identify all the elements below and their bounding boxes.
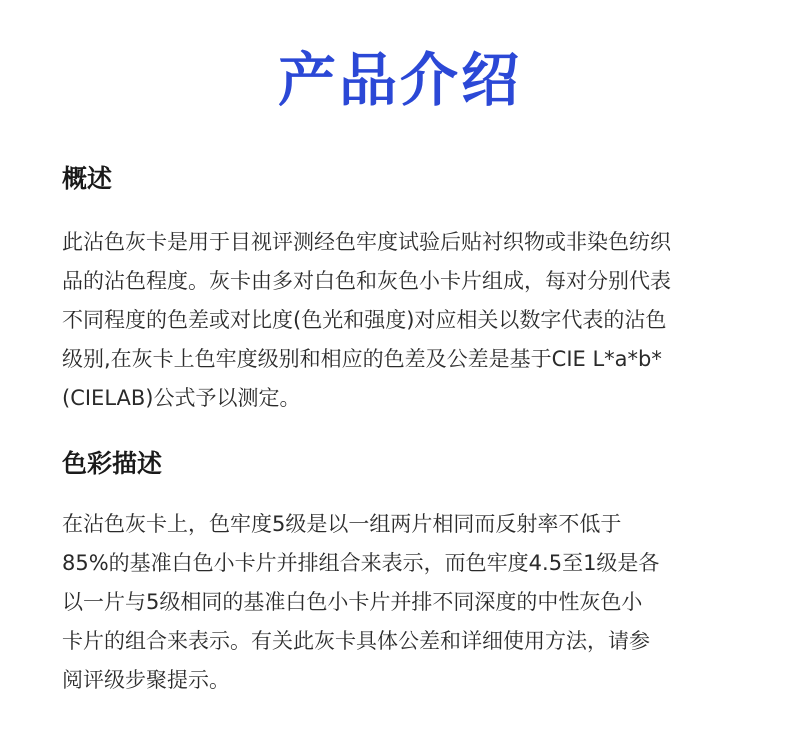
section-body-color-description bbox=[62, 505, 752, 700]
page-title: 产品介绍 bbox=[277, 46, 522, 114]
paragraph-line: 此沾色灰卡是用于目视评测经色牢度试验后贴衬织物或非染色纺织 bbox=[62, 230, 671, 254]
paragraph-line: 在沾色灰卡上，色牢度5级是以一组两片相同而反射率不低于 bbox=[62, 512, 622, 536]
section-body-overview bbox=[62, 223, 752, 418]
paragraph-line: 品的沾色程度。灰卡由多对白色和灰色小卡片组成，每对分别代表 bbox=[62, 269, 671, 293]
paragraph-line: 阅评级步聚提示。 bbox=[62, 668, 230, 692]
paragraph-line: 不同程度的色差或对比度(色光和强度)对应相关以数字代表的沾色 bbox=[62, 308, 667, 332]
paragraph-line: 85%的基准白色小卡片并排组合来表示，而色牢度4.5至1级是各 bbox=[62, 551, 660, 575]
section-heading-overview: 概述 bbox=[62, 164, 113, 193]
paragraph-line: 级别,在灰卡上色牢度级别和相应的色差及公差是基于CIE L*a*b* bbox=[62, 347, 662, 371]
paragraph-line: (CIELAB)公式予以测定。 bbox=[62, 386, 301, 410]
section-heading-color-description: 色彩描述 bbox=[62, 449, 163, 478]
paragraph-line: 以一片与5级相同的基准白色小卡片并排不同深度的中性灰色小 bbox=[62, 590, 643, 614]
paragraph-line: 卡片的组合来表示。有关此灰卡具体公差和详细使用方法，请参 bbox=[62, 629, 650, 653]
